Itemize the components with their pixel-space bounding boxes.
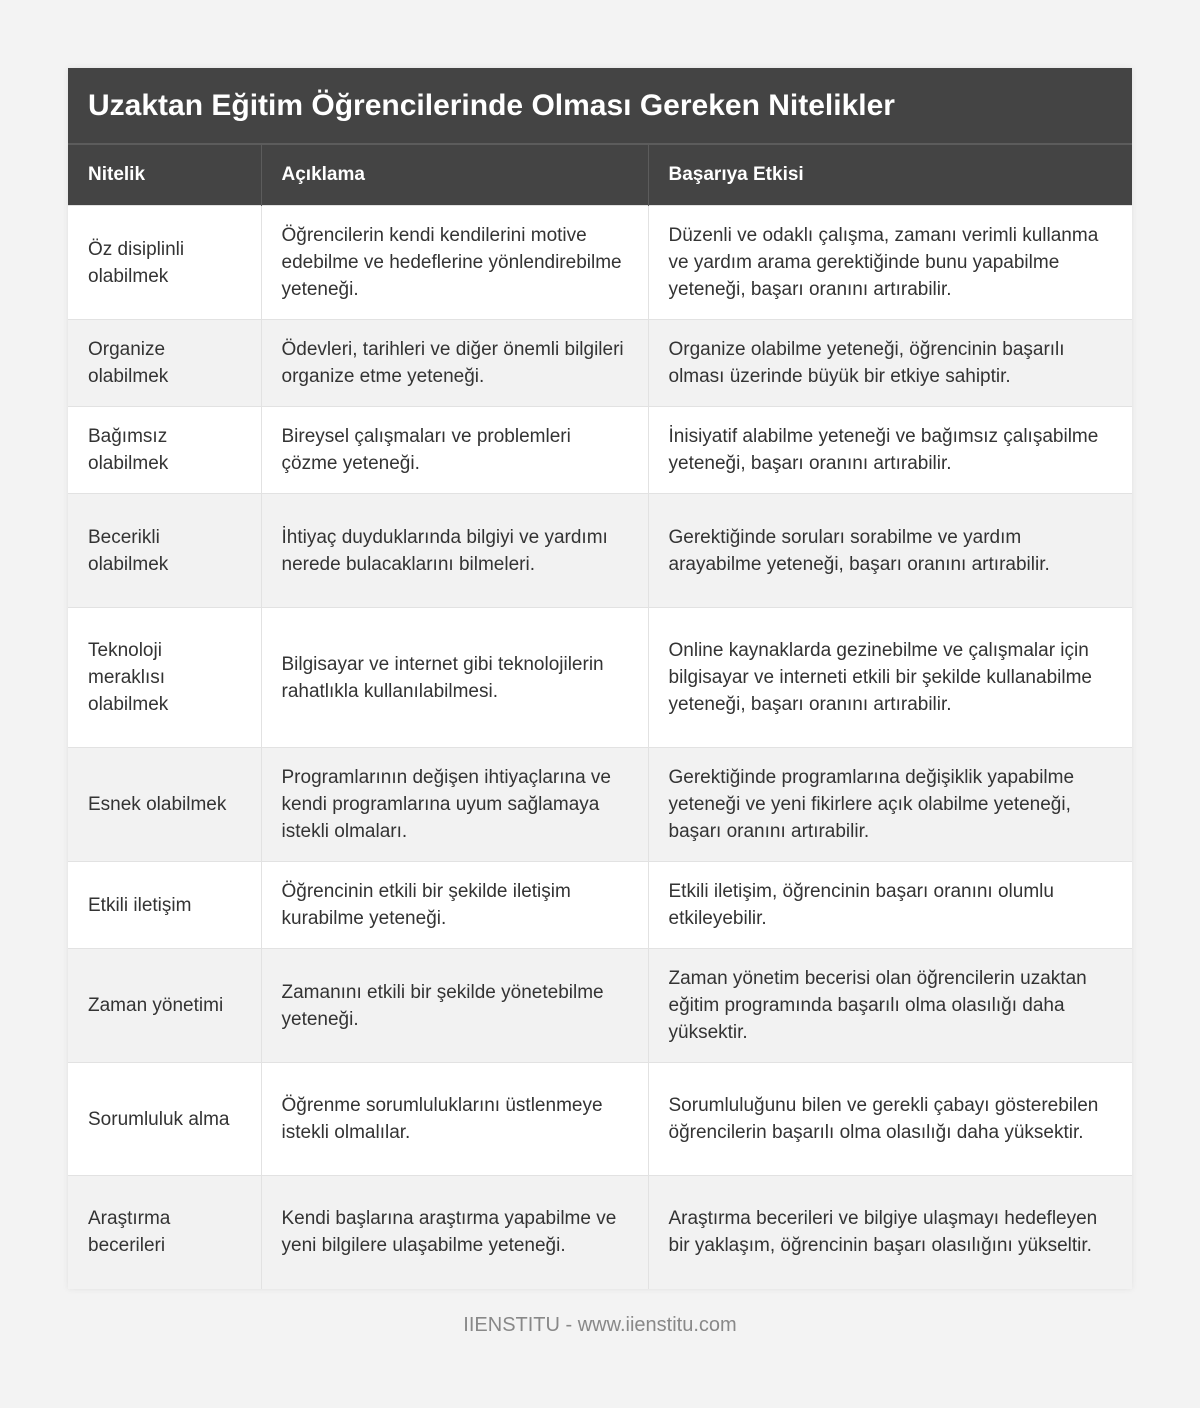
table-row (68, 608, 1132, 748)
cell-etki: Etkili iletişim, öğrencinin başarı oranını olumlu etkileyebilir. (648, 862, 1132, 949)
cell-nitelik: Teknoloji meraklısı olabilmek (68, 608, 261, 748)
cell-etki: Zaman yönetim becerisi olan öğrencilerin uzaktan eğitim programında başarılı olma olasılığı daha yüksektir. (648, 949, 1132, 1063)
cell-nitelik: Bağımsız olabilmek (68, 407, 261, 494)
cell-aciklama: Programlarının değişen ihtiyaçlarına ve kendi programlarına uyum sağlamaya istekli olmaları. (261, 748, 648, 862)
column-header-aciklama: Açıklama (261, 144, 648, 206)
cell-aciklama: Öğrencilerin kendi kendilerini motive edebilme ve hedeflerine yönlendirebilme yeteneği. (261, 206, 648, 320)
cell-nitelik: Esnek olabilmek (68, 748, 261, 862)
title-bar (68, 68, 1132, 143)
page-title: Uzaktan Eğitim Öğrencilerinde Olması Gereken Nitelikler (88, 88, 895, 122)
table-row (68, 320, 1132, 407)
cell-etki: Gerektiğinde soruları sorabilme ve yardım arayabilme yeteneği, başarı oranını artırabilir. (648, 494, 1132, 608)
cell-etki: Organize olabilme yeteneği, öğrencinin başarılı olması üzerinde büyük bir etkiye sahiptir. (648, 320, 1132, 407)
cell-etki: Araştırma becerileri ve bilgiye ulaşmayı hedefleyen bir yaklaşım, öğrencinin başarı olasılığını yükseltir. (648, 1176, 1132, 1289)
cell-nitelik: Etkili iletişim (68, 862, 261, 949)
cell-etki: Sorumluluğunu bilen ve gerekli çabayı gösterebilen öğrencilerin başarılı olma olasılığı daha yüksektir. (648, 1063, 1132, 1176)
cell-nitelik: Zaman yönetimi (68, 949, 261, 1063)
table-row (68, 1063, 1132, 1176)
cell-aciklama: İhtiyaç duyduklarında bilgiyi ve yardımı nerede bulacaklarını bilmeleri. (261, 494, 648, 608)
table-row (68, 862, 1132, 949)
footer-credit: IIENSTITU - www.iienstitu.com (463, 1314, 737, 1336)
cell-nitelik: Araştırma becerileri (68, 1176, 261, 1289)
qualities-table (68, 143, 1132, 1289)
cell-aciklama: Öğrencinin etkili bir şekilde iletişim kurabilme yeteneği. (261, 862, 648, 949)
cell-nitelik: Becerikli olabilmek (68, 494, 261, 608)
table-row (68, 494, 1132, 608)
table-row (68, 949, 1132, 1063)
cell-nitelik: Organize olabilmek (68, 320, 261, 407)
cell-nitelik: Öz disiplinli olabilmek (68, 206, 261, 320)
table-row (68, 407, 1132, 494)
cell-etki: Online kaynaklarda gezinebilme ve çalışmalar için bilgisayar ve interneti etkili bir şekilde kullanabilme yeteneği, başarı oranını artırabilir. (648, 608, 1132, 748)
cell-etki: İnisiyatif alabilme yeteneği ve bağımsız çalışabilme yeteneği, başarı oranını artırabilir. (648, 407, 1132, 494)
column-header-basariya-etkisi: Başarıya Etkisi (648, 144, 1132, 206)
table-row (68, 1176, 1132, 1289)
cell-nitelik: Sorumluluk alma (68, 1063, 261, 1176)
table-row (68, 206, 1132, 320)
cell-etki: Düzenli ve odaklı çalışma, zamanı verimli kullanma ve yardım arama gerektiğinde bunu yapabilme yeteneği, başarı oranını artırabilir. (648, 206, 1132, 320)
column-header-nitelik: Nitelik (68, 144, 261, 206)
cell-aciklama: Öğrenme sorumluluklarını üstlenmeye istekli olmalılar. (261, 1063, 648, 1176)
cell-etki: Gerektiğinde programlarına değişiklik yapabilme yeteneği ve yeni fikirlere açık olabilme yeteneği, başarı oranını artırabilir. (648, 748, 1132, 862)
table-row (68, 748, 1132, 862)
cell-aciklama: Bireysel çalışmaları ve problemleri çözme yeteneği. (261, 407, 648, 494)
cell-aciklama: Kendi başlarına araştırma yapabilme ve yeni bilgilere ulaşabilme yeteneği. (261, 1176, 648, 1289)
table-header-row (68, 144, 1132, 206)
table-card (68, 68, 1132, 1289)
cell-aciklama: Zamanını etkili bir şekilde yönetebilme yeteneği. (261, 949, 648, 1063)
cell-aciklama: Ödevleri, tarihleri ve diğer önemli bilgileri organize etme yeteneği. (261, 320, 648, 407)
cell-aciklama: Bilgisayar ve internet gibi teknolojilerin rahatlıkla kullanılabilmesi. (261, 608, 648, 748)
